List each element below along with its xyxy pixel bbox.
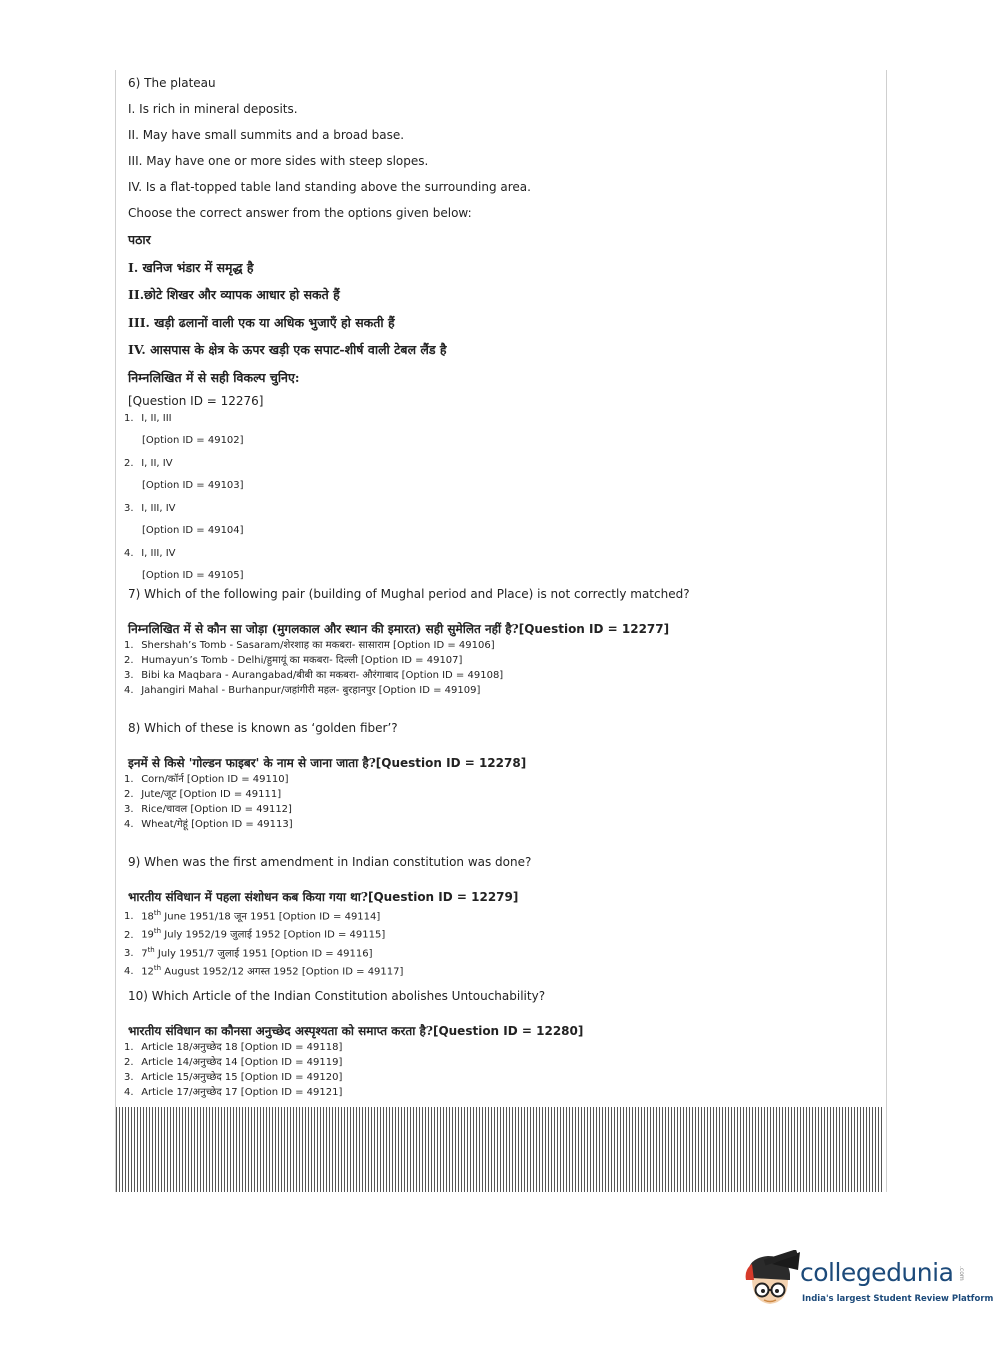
question-10-hindi: भारतीय संविधान का कौनसा अनुच्छेद अस्पृश्यता को समाप्त करता है?[Question ID = 12280] xyxy=(128,1024,584,1038)
hindi-statement-4: IV. आसपास के क्षेत्र के ऊपर खड़ी एक सपाट-शीर्ष वाली टेबल लैंड है xyxy=(128,342,447,357)
option-4[interactable]: 4. Jahangiri Mahal - Burhanpur/जहांगीरी महल- बुरहानपुर [Option ID = 49109] xyxy=(124,685,481,696)
mascot-icon xyxy=(742,1250,802,1312)
option-id-3: [Option ID = 49104] xyxy=(142,525,244,536)
option-1[interactable]: 1. 18th June 1951/18 जून 1951 [Option ID = 49114] xyxy=(124,909,381,923)
option-4[interactable]: 4. Article 17/अनुच्छेद 17 [Option ID = 49121] xyxy=(124,1087,343,1098)
statement-4: IV. Is a flat-topped table land standing above the surrounding area. xyxy=(128,180,531,194)
question-6-title: 6) The plateau xyxy=(128,76,216,90)
question-8-title: 8) Which of these is known as ‘golden fiber’? xyxy=(128,721,398,735)
option-2[interactable]: 2. Humayun’s Tomb - Delhi/हुमायूं का मकबरा- दिल्ली [Option ID = 49107] xyxy=(124,655,463,666)
question-9 xyxy=(124,853,878,979)
question-id: [Question ID = 12276] xyxy=(128,394,264,408)
option-4[interactable]: 4. Wheat/गेहूं [Option ID = 49113] xyxy=(124,819,293,830)
hindi-statement-3: III. खड़ी ढलानों वाली एक या अधिक भुजाएँ हो सकती हैं xyxy=(128,314,395,330)
question-10 xyxy=(124,987,878,1100)
option-4[interactable]: 4. I, III, IV xyxy=(124,548,176,559)
question-7 xyxy=(124,585,878,698)
option-1[interactable]: 1. Shershah’s Tomb - Sasaram/शेरशाह का मकबरा- सासाराम [Option ID = 49106] xyxy=(124,640,495,651)
hindi-title: पठार xyxy=(128,232,151,247)
question-9-options xyxy=(124,906,878,979)
option-1[interactable]: 1. Article 18/अनुच्छेद 18 [Option ID = 49118] xyxy=(124,1042,343,1053)
option-2[interactable]: 2. I, II, IV xyxy=(124,458,173,469)
hindi-statement-1: I. खनिज भंडार में समृद्ध है xyxy=(128,259,254,275)
option-4[interactable]: 4. 12th August 1952/12 अगस्त 1952 [Option ID = 49117] xyxy=(124,963,404,978)
question-9-hindi: भारतीय संविधान में पहला संशोधन कब किया गया था?[Question ID = 12279] xyxy=(128,890,519,904)
collegedunia-logo[interactable] xyxy=(742,1250,994,1320)
option-3[interactable]: 3. Bibi ka Maqbara - Aurangabad/बीबी का मकबरा- औरंगाबाद [Option ID = 49108] xyxy=(124,670,504,681)
question-8-hindi: इनमें से किसे 'गोल्डन फाइबर' के नाम से जाना जाता है?[Question ID = 12278] xyxy=(128,756,527,770)
logo-dotcom: .com xyxy=(958,1266,965,1281)
logo-wordmark: collegedunia xyxy=(800,1258,954,1287)
option-1[interactable]: 1. I, II, III xyxy=(124,413,172,424)
options-list xyxy=(124,411,531,583)
question-7-title: 7) Which of the following pair (building of Mughal period and Place) is not correctly matched? xyxy=(128,587,690,601)
option-id-1: [Option ID = 49102] xyxy=(142,435,244,446)
question-9-id: [Question ID = 12279] xyxy=(367,890,519,904)
logo-tagline: India's largest Student Review Platform xyxy=(802,1294,994,1304)
statement-3: III. May have one or more sides with steep slopes. xyxy=(128,154,429,168)
question-7-hindi: निम्नलिखित में से कौन सा जोड़ा (मुगलकाल और स्थान की इमारत) सही सुमेलित नहीं है?[Question ID = 12277] xyxy=(128,622,670,636)
option-id-4: [Option ID = 49105] xyxy=(142,570,244,581)
hindi-statement-2: II.छोटे शिखर और व्यापक आधार हो सकते हैं xyxy=(128,287,340,302)
option-id-2: [Option ID = 49103] xyxy=(142,480,244,491)
question-8-options xyxy=(124,772,878,832)
option-3[interactable]: 3. 7th July 1951/7 जुलाई 1951 [Option ID = 49116] xyxy=(124,945,373,959)
question-6 xyxy=(124,70,531,591)
option-3[interactable]: 3. Article 15/अनुच्छेद 15 [Option ID = 49120] xyxy=(124,1072,343,1083)
barcode-strip xyxy=(116,1107,884,1192)
instruction: Choose the correct answer from the options given below: xyxy=(128,206,472,220)
question-9-title: 9) When was the first amendment in Indian constitution was done? xyxy=(128,855,532,869)
question-8-id: [Question ID = 12278] xyxy=(375,756,527,770)
question-7-options xyxy=(124,638,878,698)
statement-1: I. Is rich in mineral deposits. xyxy=(128,102,298,116)
option-3[interactable]: 3. I, III, IV xyxy=(124,503,176,514)
statement-2: II. May have small summits and a broad base. xyxy=(128,128,405,142)
option-2[interactable]: 2. Article 14/अनुच्छेद 14 [Option ID = 49119] xyxy=(124,1057,343,1068)
question-10-options xyxy=(124,1040,878,1100)
question-7-id: [Question ID = 12277] xyxy=(518,622,670,636)
option-2[interactable]: 2. Jute/जूट [Option ID = 49111] xyxy=(124,789,282,800)
option-3[interactable]: 3. Rice/चावल [Option ID = 49112] xyxy=(124,804,292,815)
option-2[interactable]: 2. 19th July 1952/19 जुलाई 1952 [Option ID = 49115] xyxy=(124,927,386,941)
question-8 xyxy=(124,719,878,832)
option-1[interactable]: 1. Corn/कॉर्न [Option ID = 49110] xyxy=(124,774,289,785)
question-10-id: [Question ID = 12280] xyxy=(432,1024,584,1038)
question-10-title: 10) Which Article of the Indian Constitution abolishes Untouchability? xyxy=(128,989,546,1003)
hindi-instruction: निम्नलिखित में से सही विकल्प चुनिए: xyxy=(128,369,300,385)
